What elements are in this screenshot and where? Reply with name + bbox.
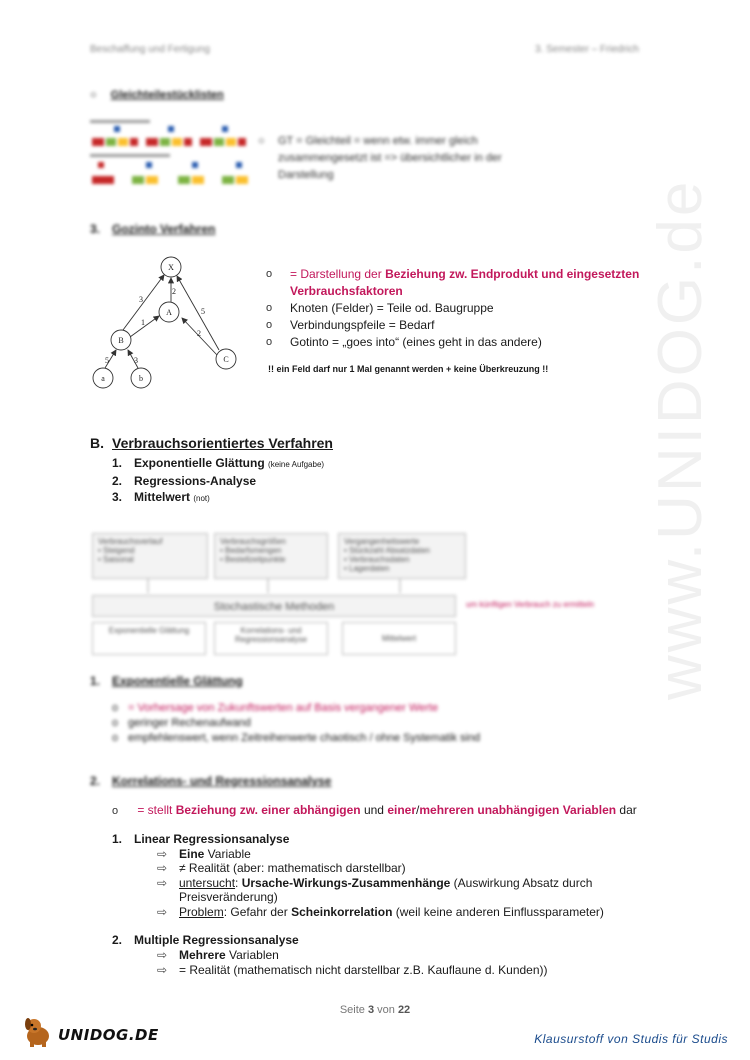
- page-prefix: Seite: [339, 1004, 368, 1016]
- korr-intro-prefix: = stellt: [137, 803, 176, 817]
- edge-label-b-x: 3: [139, 295, 143, 304]
- node-b: B: [118, 336, 124, 345]
- linear-title: Linear Regressionsanalyse: [134, 832, 290, 846]
- gozinto-bullet-1: o = Darstellung der Beziehung zw. Endprodukt und eingesetzten Verbrauchsfaktoren: [266, 267, 640, 298]
- exp-b1: = Vorhersage von Zukunftswerten auf Basis vergangener Werte: [128, 702, 439, 714]
- multiple-title: Multiple Regressionsanalyse: [134, 933, 299, 947]
- gozinto-bullet-2: o Knoten (Felder) = Teile od. Baugruppe: [266, 301, 494, 315]
- gozinto-bullets: [266, 266, 676, 351]
- node-a: A: [166, 308, 172, 317]
- multiple-block: [112, 933, 672, 978]
- item-3-note: (not): [193, 494, 210, 503]
- linear-l1-b: Eine: [179, 846, 205, 861]
- linear-block: [112, 832, 672, 919]
- top-box-3-line-1: • Stückzahl Absatzdaten: [344, 546, 430, 555]
- footer-tagline: Klausurstoff von Studis für Studis: [534, 1032, 728, 1046]
- header-left: Beschaffung und Fertigung: [90, 44, 210, 55]
- korr-intro-suffix: dar: [616, 803, 637, 817]
- linear-l3-t: (Auswirkung Absatz durch: [450, 875, 593, 890]
- item-2-label: Regressions-Analyse: [134, 474, 257, 488]
- gozinto-b1-hl: Beziehung zw. Endprodukt und eingesetzten: [385, 267, 640, 281]
- diagram-top-box-3: [338, 533, 466, 579]
- korr-intro-hl2: einer: [387, 803, 417, 817]
- korr-title: Korrelations- und Regressionsanalyse: [112, 774, 332, 788]
- gozinto-b2: Knoten (Felder) = Teile od. Baugruppe: [290, 301, 494, 315]
- diagram-connectors: [90, 579, 470, 595]
- korr-intro-hl3: mehreren unabhängigen Variablen: [419, 803, 617, 817]
- linear-l4-t2: (weil keine anderen Einflussparameter): [392, 904, 604, 919]
- linear-line-3: [112, 876, 672, 905]
- gleich-note-line1: GT = Gleichteil = wenn etw. immer gleich: [278, 135, 478, 147]
- arrow-icon: ⇨: [157, 846, 168, 861]
- korr-intro: o = stellt Beziehung zw. einer abhängigen und einer/mehreren unabhängigen Variablen dar: [112, 803, 637, 817]
- section-b-heading: [90, 435, 333, 451]
- dog-icon: [22, 1014, 56, 1048]
- linear-l3-b: Ursache-Wirkungs-Zusammenhänge: [241, 875, 451, 890]
- logo-text: UNIDOG.DE: [58, 1026, 159, 1044]
- multiple-line-2: [112, 963, 672, 978]
- gozinto-graph: [85, 250, 245, 390]
- item-3-num: 3.: [112, 490, 123, 504]
- section-b-title: Verbrauchsorientiertes Verfahren: [112, 435, 333, 451]
- linear-line-1: [112, 847, 672, 862]
- section-b-item-3: [112, 489, 324, 507]
- linear-l3-u: untersucht: [179, 875, 236, 890]
- gozinto-b4: Gotinto = „goes into“ (eines geht in das andere): [290, 335, 542, 349]
- exp-title: Exponentielle Glättung: [112, 674, 243, 688]
- linear-l4-u: Problem: [179, 904, 224, 919]
- linear-num: 1.: [112, 832, 123, 846]
- multiple-heading: [112, 933, 672, 948]
- exp-b3: empfehlenswert, wenn Zeitreihenwerte chaotisch / ohne Systematik sind: [128, 732, 481, 744]
- item-3-label: Mittelwert: [134, 490, 191, 504]
- edge-label-c-x: 5: [201, 307, 205, 316]
- gozinto-warning: !! ein Feld darf nur 1 Mal genannt werden + keine Überkreuzung !!: [268, 364, 549, 374]
- node-b-small: b: [139, 374, 143, 383]
- item-1-label: Exponentielle Glättung: [134, 456, 265, 470]
- linear-l3-t2: Preisveränderung): [179, 890, 278, 904]
- edge-label-a-x: 2: [172, 287, 176, 296]
- arrow-icon: ⇨: [157, 861, 168, 875]
- diagram-top-box-1: [92, 533, 208, 579]
- korr-intro-slash: /: [416, 803, 420, 817]
- exp-number: 1.: [90, 674, 101, 688]
- korr-intro-mid: und: [360, 803, 388, 817]
- diagram-bottom-box-2: Korrelations- und Regressionsanalyse: [214, 622, 328, 655]
- top-box-3-line-3: • Lagerdaten: [344, 564, 390, 573]
- diagram-middle-box: Stochastische Methoden: [92, 595, 456, 617]
- top-box-3-title: Vergangenheitswerte: [344, 537, 420, 546]
- node-c: C: [223, 355, 229, 364]
- top-box-1-line-1: • Steigend: [98, 546, 135, 555]
- multiple-l1-b: Mehrere: [179, 948, 226, 962]
- korr-number: 2.: [90, 774, 101, 788]
- linear-l3-colon: :: [235, 875, 242, 890]
- section-b-letter: B.: [90, 435, 104, 451]
- arrow-icon: ⇨: [157, 904, 168, 919]
- gozinto-bullet-4: o Gotinto = „goes into“ (eines geht in das andere): [266, 335, 542, 349]
- linear-l2: ≠ Realität (aber: mathematisch darstellbar): [179, 861, 406, 875]
- section-b-item-1: [112, 455, 324, 473]
- gozinto-b1-prefix: = Darstellung der: [290, 267, 386, 281]
- top-box-1-title: Verbrauchsverlauf: [98, 537, 163, 546]
- multiple-num: 2.: [112, 933, 123, 947]
- gozinto-b3: Verbindungspfeile = Bedarf: [290, 318, 435, 332]
- multiple-l2: = Realität (mathematisch nicht darstellbar z.B. Kauflaune d. Kunden)): [179, 963, 548, 977]
- gleich-bullet-row: ○ Gleichteilestücklisten: [90, 89, 224, 101]
- page-mid: von: [374, 1004, 398, 1016]
- exp-bullets: [112, 701, 480, 746]
- gozinto-number: 3.: [90, 222, 101, 236]
- gozinto-title: Gozinto Verfahren: [112, 222, 216, 236]
- unidog-logo[interactable]: [22, 1014, 159, 1048]
- arrow-icon: ⇨: [157, 963, 168, 977]
- linear-l1-t: Variable: [204, 846, 251, 861]
- exp-heading: [90, 674, 243, 688]
- linear-heading: [112, 832, 672, 847]
- edge-label-b-a: 1: [141, 318, 145, 327]
- gleich-title: Gleichteilestücklisten: [110, 89, 224, 101]
- multiple-line-1: [112, 948, 672, 963]
- section-b-list: [112, 455, 324, 507]
- item-1-num: 1.: [112, 456, 123, 470]
- top-box-2-title: Verbrauchsgrößen: [220, 537, 286, 546]
- exp-bullet-3: o empfehlenswert, wenn Zeitreihenwerte chaotisch / ohne Systematik sind: [112, 732, 481, 744]
- edge-label-a-b: 5: [105, 356, 109, 365]
- section-b-item-2: [112, 473, 324, 489]
- diagram-top-box-2: [214, 533, 328, 579]
- gozinto-b1-hl2: Verbrauchsfaktoren: [290, 284, 403, 298]
- multiple-l1-t: Variablen: [225, 948, 279, 962]
- item-2-num: 2.: [112, 474, 123, 488]
- exp-b2: geringer Rechenaufwand: [128, 717, 251, 729]
- node-a-small: a: [101, 374, 105, 383]
- korr-intro-hl1: Beziehung zw. einer abhängigen: [175, 803, 361, 817]
- linear-line-2: [112, 861, 672, 876]
- korr-heading: [90, 774, 331, 788]
- page-total: 22: [397, 1004, 411, 1016]
- header-right: 3. Semester – Friedrich: [535, 44, 639, 55]
- diagram-bottom-box-1: Exponentielle Glättung: [92, 622, 206, 655]
- exp-bullet-1: o = Vorhersage von Zukunftswerten auf Basis vergangener Werte: [112, 702, 439, 714]
- page-num: 3: [367, 1004, 375, 1016]
- watermark: www.UNIDOG.de: [646, 178, 715, 700]
- arrow-icon: ⇨: [157, 948, 168, 962]
- linear-line-4: [112, 905, 672, 920]
- diagram-bottom-box-3: Mittelwert: [342, 622, 456, 655]
- edge-label-b-b: 3: [134, 356, 138, 365]
- top-box-3-line-2: • Verbrauchsdaten: [344, 555, 410, 564]
- gozinto-bullet-3: o Verbindungspfeile = Bedarf: [266, 318, 435, 332]
- gozinto-heading: [90, 222, 215, 236]
- node-x: X: [168, 263, 174, 272]
- top-box-2-line-2: • Bestellzeitpunkte: [220, 555, 286, 564]
- gleich-note-line2: zusammengesetzt ist => übersichtlicher in der: [278, 152, 502, 164]
- top-box-2-line-1: • Bedarfsmengen: [220, 546, 282, 555]
- gleich-stueckliste-figure: [88, 118, 258, 193]
- linear-l4-b: Scheinkorrelation: [291, 904, 393, 919]
- diagram-side-note: um künftigen Verbrauch zu ermitteln: [466, 600, 595, 609]
- top-box-1-line-2: • Saisonal: [98, 555, 134, 564]
- item-1-note: (keine Aufgabe): [268, 460, 325, 469]
- edge-label-c-a: 2: [197, 329, 201, 338]
- linear-l4-t: : Gefahr der: [223, 904, 292, 919]
- exp-bullet-2: o geringer Rechenaufwand: [112, 717, 251, 729]
- gleich-note: ○ GT = Gleichteil = wenn etw. immer gleich zusammengesetzt ist => übersichtlicher in der Darstellung: [258, 133, 502, 184]
- arrow-icon: ⇨: [157, 875, 168, 890]
- gleich-note-line3: Darstellung: [278, 169, 334, 181]
